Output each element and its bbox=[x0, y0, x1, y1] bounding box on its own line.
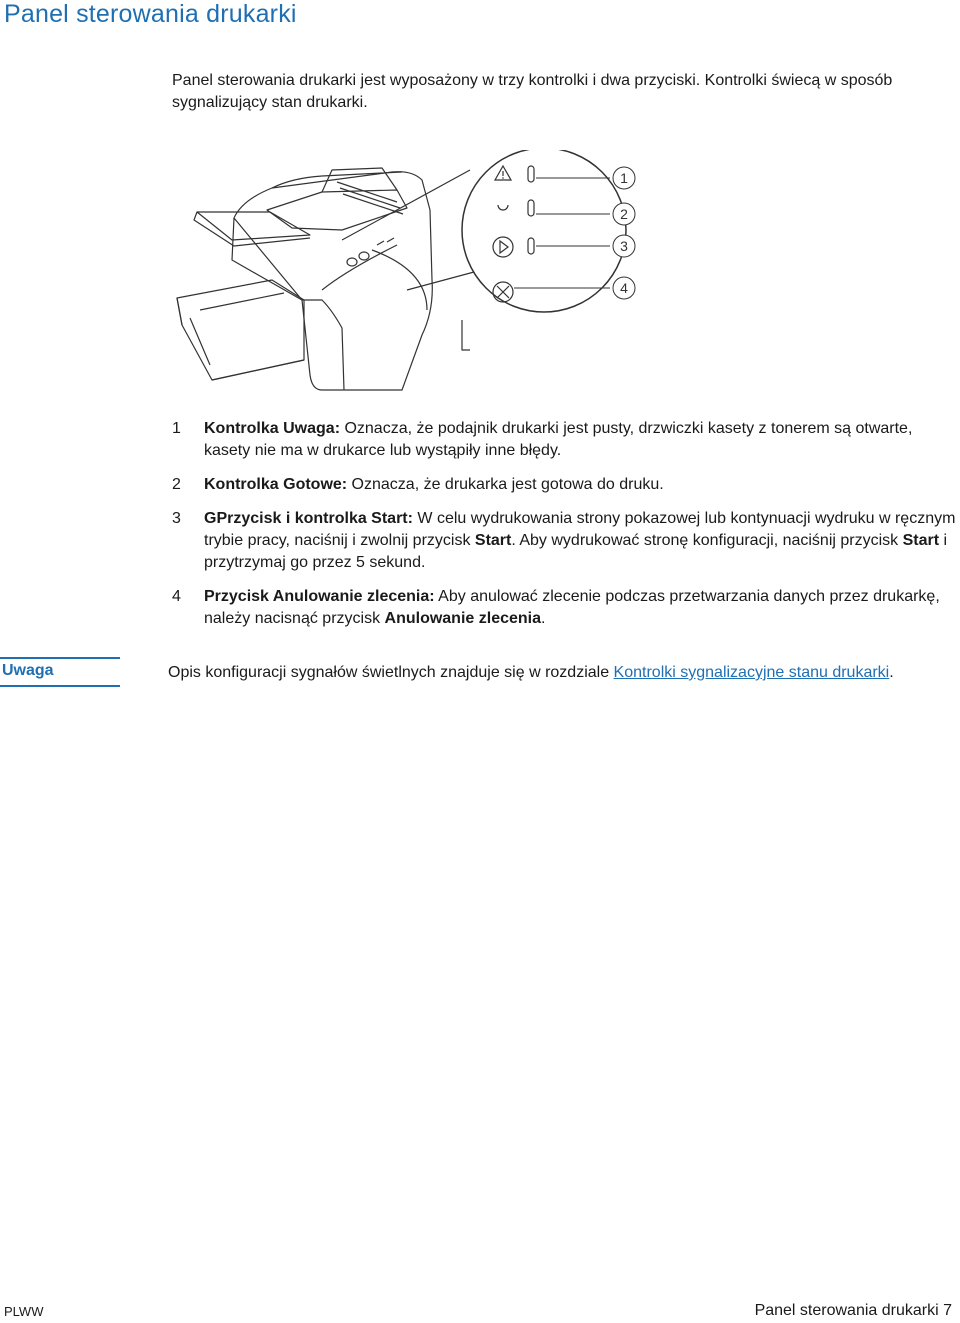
item-description bbox=[204, 586, 960, 630]
callout-2-label: 2 bbox=[620, 206, 628, 222]
item-text: Oznacza, że drukarka jest gotowa do druku. bbox=[347, 476, 664, 493]
printer-control-panel-illustration bbox=[172, 150, 672, 400]
note-text bbox=[168, 662, 894, 684]
note-text-after: . bbox=[889, 664, 894, 681]
item-text-2: . Aby wydrukować stronę konfiguracji, naciśnij przycisk bbox=[511, 532, 903, 549]
item-description bbox=[204, 508, 960, 574]
item-description bbox=[204, 474, 960, 496]
item-term: GPrzycisk i kontrolka Start: bbox=[204, 510, 413, 527]
note-label: Uwaga bbox=[0, 657, 120, 687]
page-title: Panel sterowania drukarki bbox=[4, 0, 297, 28]
footer-left: PLWW bbox=[4, 1304, 44, 1319]
item-inline-term: Start bbox=[474, 532, 512, 549]
list-item bbox=[172, 474, 960, 496]
callout-4 bbox=[613, 277, 635, 299]
item-text-2: . bbox=[541, 610, 546, 627]
item-term: Kontrolka Gotowe: bbox=[204, 476, 348, 493]
item-number: 3 bbox=[172, 510, 181, 527]
item-number: 2 bbox=[172, 476, 181, 493]
footer-page-label: Panel sterowania drukarki 7 bbox=[754, 1302, 952, 1319]
intro-paragraph: Panel sterowania drukarki jest wyposażony w trzy kontrolki i dwa przyciski. Kontrolki świecą w sposób sygnalizujący stan drukarki. bbox=[172, 72, 893, 111]
note-text-before: Opis konfiguracji sygnałów świetlnych znajduje się w rozdziale bbox=[168, 664, 614, 681]
printer-illustration-svg bbox=[172, 150, 672, 400]
list-item bbox=[172, 586, 960, 630]
list-item bbox=[172, 508, 960, 574]
item-text: Oznacza, że podajnik drukarki jest pusty, drzwiczki kasety z tonerem są otwarte, kasety nie ma w drukarce lub wystąpiły inne błędy. bbox=[204, 420, 913, 459]
item-number: 4 bbox=[172, 588, 181, 605]
item-text-3: i przytrzymaj go przez 5 sekund. bbox=[204, 532, 948, 571]
item-inline-term-2: Start bbox=[902, 532, 940, 549]
note-link[interactable]: Kontrolki sygnalizacyjne stanu drukarki bbox=[613, 664, 890, 681]
callout-3 bbox=[613, 235, 635, 257]
control-description-list bbox=[172, 418, 960, 642]
callout-1 bbox=[613, 167, 635, 189]
item-inline-term: Anulowanie zlecenia bbox=[384, 610, 541, 627]
callout-4-label: 4 bbox=[620, 280, 628, 296]
callout-3-label: 3 bbox=[620, 238, 628, 254]
callout-2 bbox=[613, 203, 635, 225]
item-number: 1 bbox=[172, 420, 181, 437]
item-description bbox=[204, 418, 960, 462]
item-text: Aby anulować zlecenie podczas przetwarzania danych przez drukarkę, należy nacisnąć przycisk bbox=[204, 588, 940, 627]
item-text: W celu wydrukowania strony pokazowej lub kontynuacji wydruku w ręcznym trybie pracy, naciśnij i zwolnij przycisk bbox=[204, 510, 956, 549]
item-term: Przycisk Anulowanie zlecenia: bbox=[204, 588, 435, 605]
item-term: Kontrolka Uwaga: bbox=[204, 420, 341, 437]
callout-1-label: 1 bbox=[620, 170, 628, 186]
printer-body bbox=[234, 172, 432, 390]
list-item bbox=[172, 418, 960, 462]
